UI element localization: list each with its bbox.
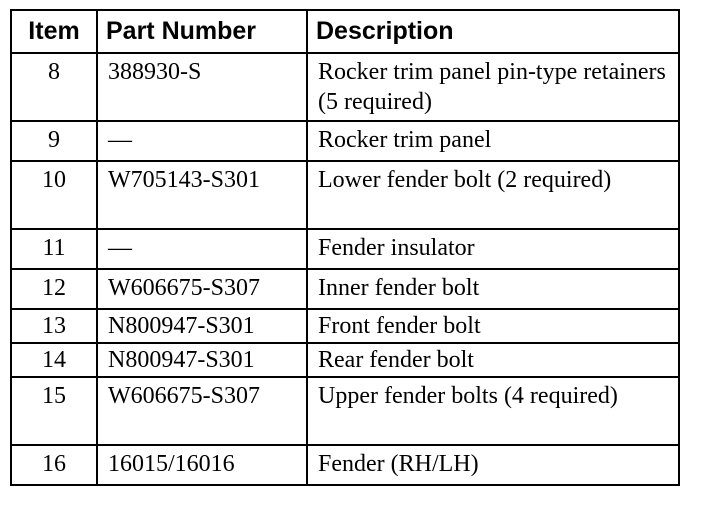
part-number-cell: — [97, 121, 307, 161]
part-number-cell: N800947-S301 [97, 343, 307, 377]
header-description: Description [307, 10, 679, 53]
header-part-number: Part Number [97, 10, 307, 53]
part-number-cell: 388930-S [97, 53, 307, 121]
description-cell: Inner fender bolt [307, 269, 679, 309]
table-row [11, 343, 679, 377]
table-row [11, 229, 679, 269]
description-cell: Fender (RH/LH) [307, 445, 679, 485]
table-row [11, 445, 679, 485]
item-cell: 13 [11, 309, 97, 343]
part-number-cell: N800947-S301 [97, 309, 307, 343]
part-number-cell: W606675-S307 [97, 269, 307, 309]
table-row [11, 377, 679, 445]
description-cell: Lower fender bolt (2 required) [307, 161, 679, 229]
part-number-cell: W705143-S301 [97, 161, 307, 229]
header-item: Item [11, 10, 97, 53]
item-cell: 10 [11, 161, 97, 229]
part-number-cell: 16015/16016 [97, 445, 307, 485]
item-cell: 14 [11, 343, 97, 377]
description-cell: Front fender bolt [307, 309, 679, 343]
part-number-cell: W606675-S307 [97, 377, 307, 445]
item-cell: 11 [11, 229, 97, 269]
description-cell: Rocker trim panel [307, 121, 679, 161]
description-cell: Rocker trim panel pin-type retainers (5 required) [307, 53, 679, 121]
description-cell: Upper fender bolts (4 required) [307, 377, 679, 445]
table-row [11, 309, 679, 343]
parts-table [10, 9, 680, 486]
item-cell: 12 [11, 269, 97, 309]
description-cell: Rear fender bolt [307, 343, 679, 377]
description-cell: Fender insulator [307, 229, 679, 269]
table-row [11, 269, 679, 309]
item-cell: 9 [11, 121, 97, 161]
item-cell: 15 [11, 377, 97, 445]
table-row [11, 121, 679, 161]
header-row [11, 10, 679, 53]
item-cell: 8 [11, 53, 97, 121]
table-row [11, 161, 679, 229]
item-cell: 16 [11, 445, 97, 485]
part-number-cell: — [97, 229, 307, 269]
table-row [11, 53, 679, 121]
